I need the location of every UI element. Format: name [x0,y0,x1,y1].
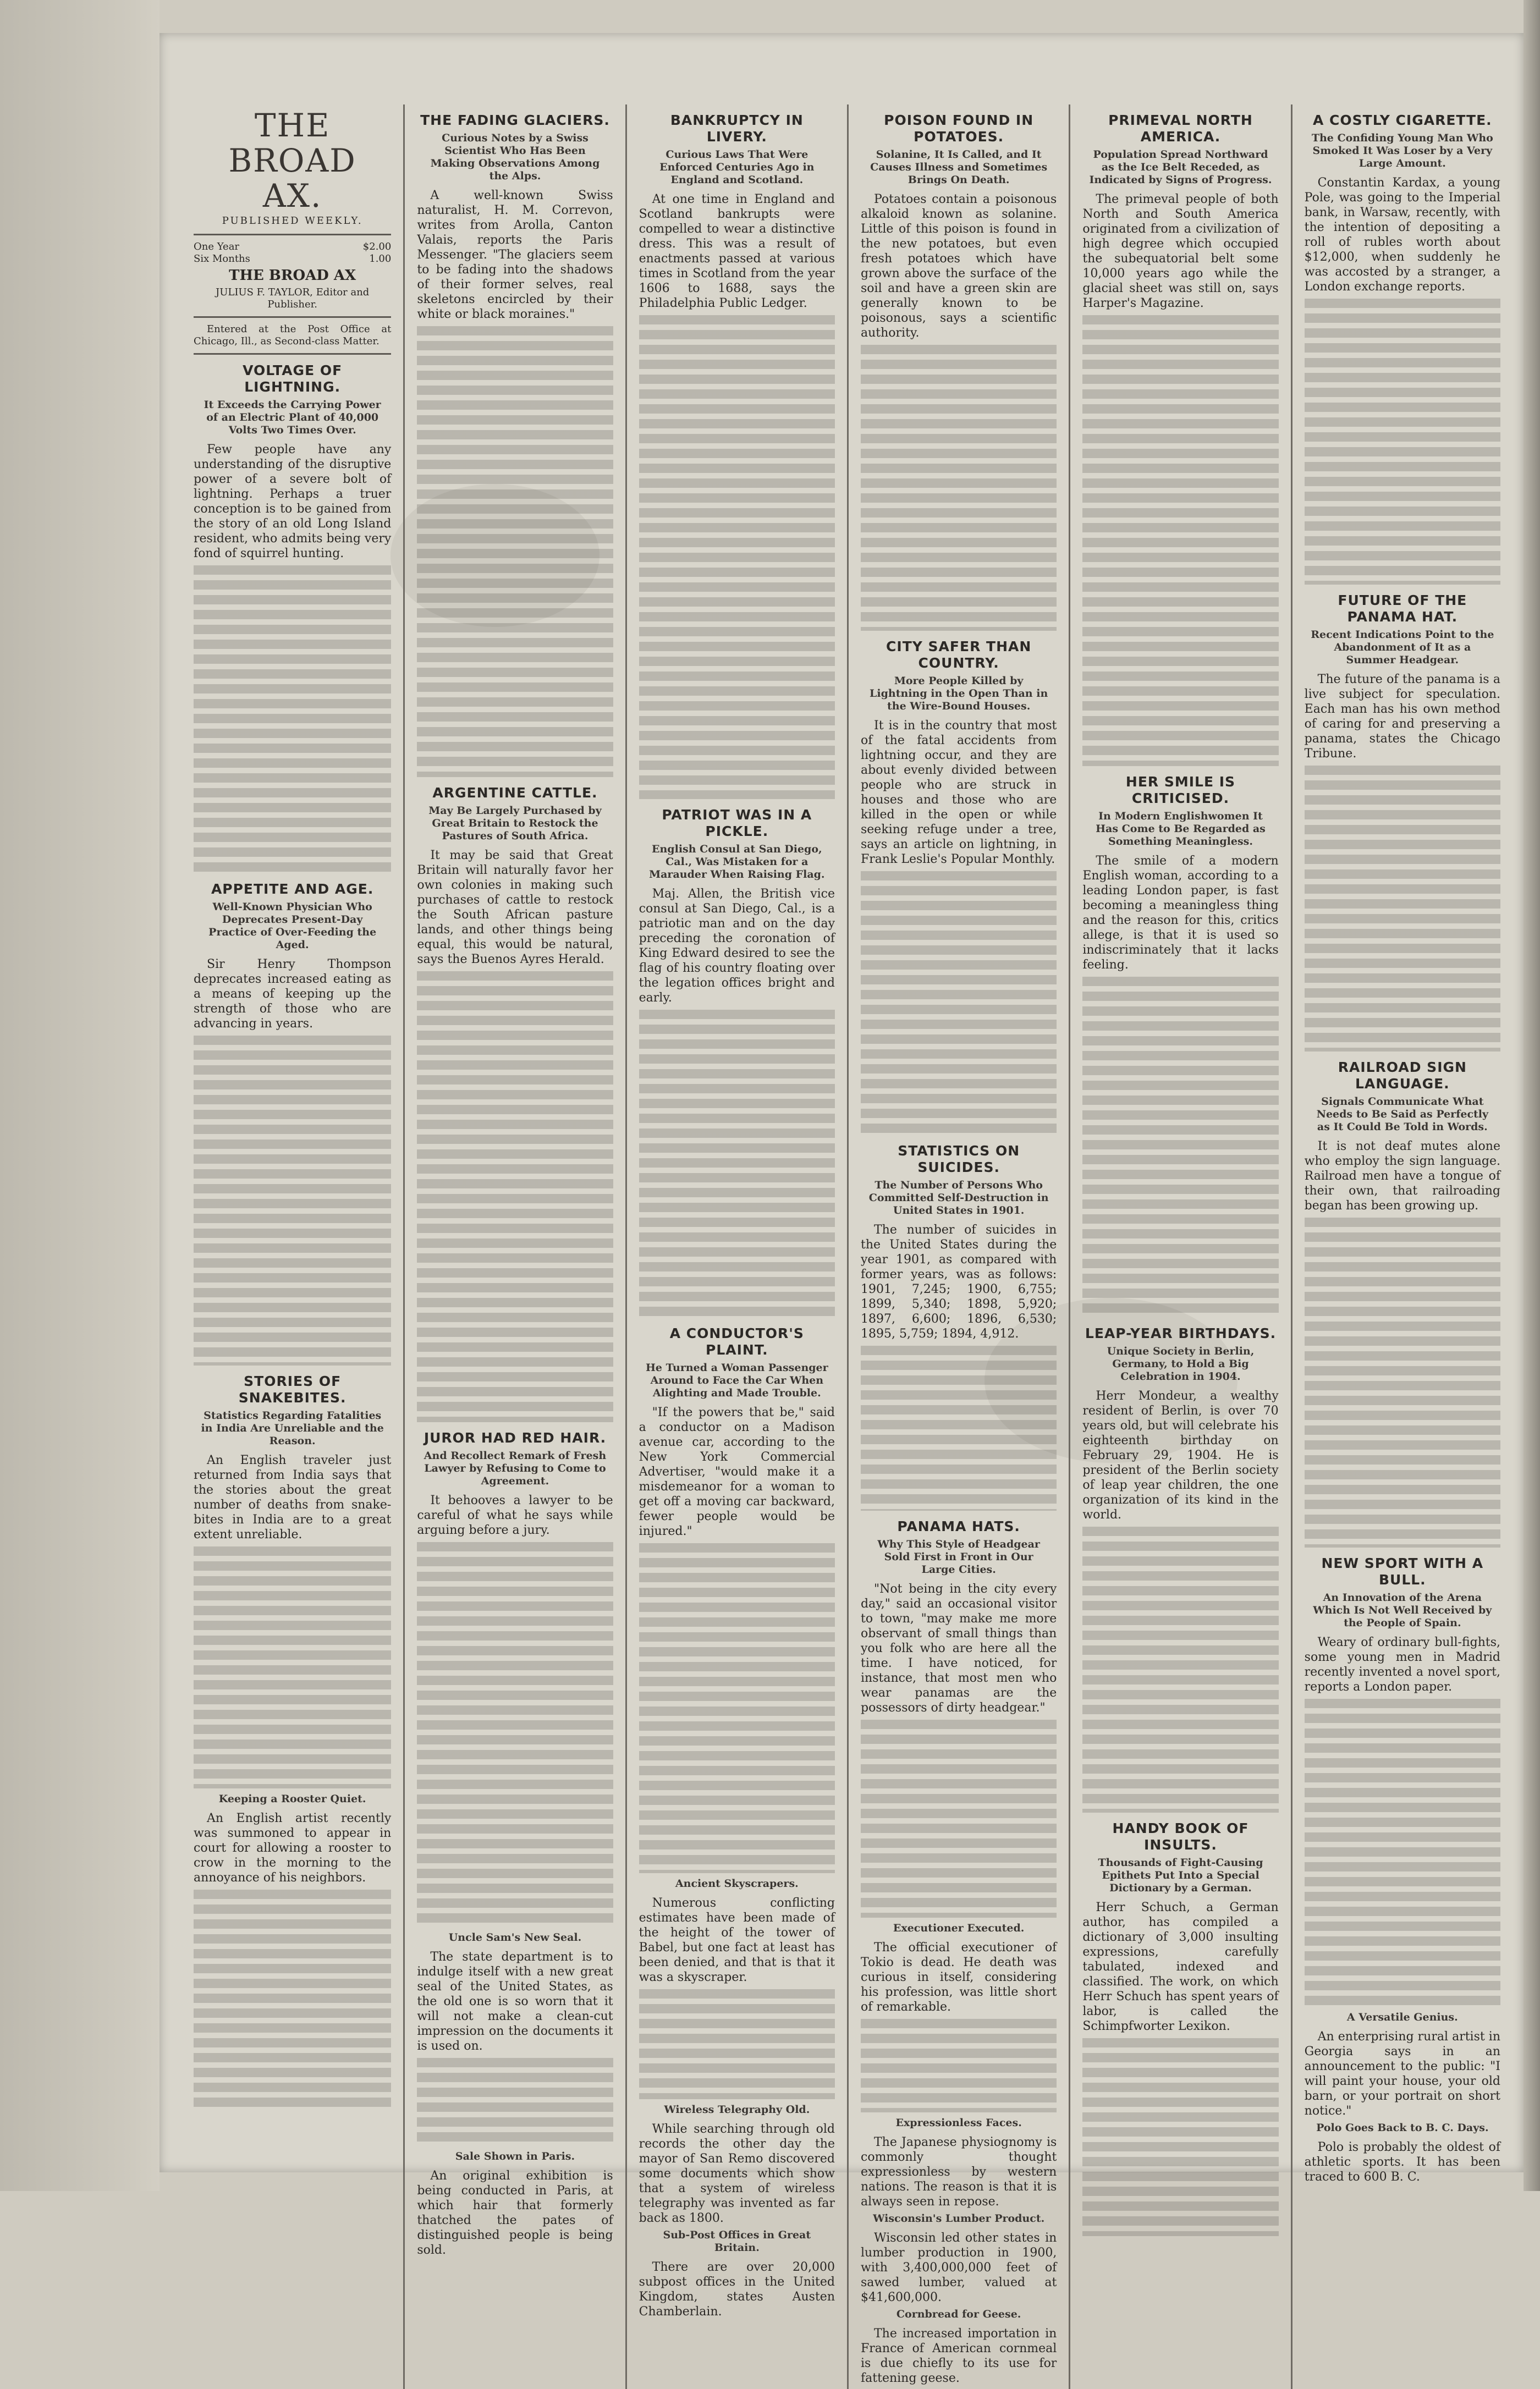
deck: And Recollect Remark of Fresh Lawyer by Refusing to Come to Agreement. [424,1450,607,1487]
article-body: At one time in England and Scotland bankrupts were compelled to wear a distinctive dress. This was a result of enactments passed at various times in Scotland from the year 1606 to 1688, says the Philadelphia Public Ledger. [639,192,835,310]
article-body: The primeval people of both North and South America originated from a civilization of high degree which occupied the subequatorial belt some 10,000 years ago while the glacial sheet was still on, says Harper's Magazine. [1082,192,1279,310]
headline: BANKRUPTCY IN LIVERY. [670,112,804,145]
headline: PRIMEVAL NORTH AMERICA. [1108,112,1253,145]
subheadline: Ancient Skyscrapers. [675,1878,799,1890]
subheadline: Expressionless Faces. [895,2117,1022,2129]
text-filler [417,326,613,777]
rates-row [194,253,391,265]
deck: Thousands of Fight-Causing Epithets Put Into a Special Dictionary by a German. [1098,1857,1263,1894]
article-body: An enterprising rural artist in Georgia says in an announcement to the public: "I will paint your house, your old barn, or your portrait on short notice." [1304,2030,1500,2118]
text-filler [417,2058,613,2146]
entry-note: Entered at the Post Office at Chicago, Ill., as Second-class Matter. [194,323,392,347]
text-filler [1082,1527,1278,1813]
article-body: Wisconsin led other states in lumber production in 1900, with 3,400,000,000 feet of sawed lumber, valued at $41,600,000. [861,2231,1057,2304]
headline: JUROR HAD RED HAIR. [424,1430,607,1446]
text-filler [194,1036,391,1366]
rate-label: Six Months [194,253,250,265]
divider [194,353,391,355]
rate-label: One Year [194,241,240,252]
column-1 [182,104,403,2389]
text-filler [194,565,391,873]
deck: Recent Indications Point to the Abandonment of It as a Summer Headgear. [1311,629,1494,666]
article-body: Weary of ordinary bull-fights, some young men in Madrid recently invented a novel sport, reports a London paper. [1304,1636,1500,1694]
article-body: The official executioner of Tokio is dead. He death was curious in itself, considering his profession, was little short of remarkable. [861,1941,1057,2014]
text-filler [417,1542,613,1927]
article-body: It behooves a lawyer to be careful of what he says while arguing before a jury. [417,1494,613,1537]
article-body: The number of suicides in the United States during the year 1901, as compared with former years, was as follows: 1901, 7,245; 1900, 6,755; 1899, 5,340; 1898, 5,920; 1897, 6,600; 1896, 6,530; 1895, 5,759; 1894, 4,912. [861,1223,1057,1341]
column-5 [1069,104,1290,2389]
article-body: It is in the country that most of the fatal accidents from lightning occur, and they are about evenly divided between people who are struck in houses and those who are killed in the open or while seeking refuge under a tree, says an article on lightning, in Frank Leslie's Popular Monthly. [861,719,1057,866]
text-filler [639,315,835,799]
scan-margin-left [0,0,160,2191]
text-filler [1082,977,1278,1318]
article-body: Numerous conflicting estimates have been made of the height of the tower of Babel, but one fact at least has been denied, and that is that it was a skyscraper. [639,1896,835,1984]
article-body: The increased importation in France of American cornmeal is due chiefly to its use for fattening geese. [861,2327,1057,2385]
rate-value: 1.00 [369,253,392,265]
article-body: While searching through old records the other day the mayor of San Remo discovered some documents which show that a system of wireless telegraphy was invented as far back as 1800. [639,2122,835,2225]
deck: In Modern Englishwomen It Has Come to Be Regarded as Something Meaningless. [1096,810,1266,847]
article-body: "Not being in the city every day," said an occasional visitor to town, "may make me more observant of small things than you folk who are here all the time. I have noticed, for instance, that most men who wear panamas are the possessors of dirty headgear." [861,1582,1057,1715]
text-filler [861,345,1057,631]
text-filler [861,1720,1057,1918]
column-4 [847,104,1069,2389]
deck: Why This Style of Headgear Sold First in Front in Our Large Cities. [877,1538,1040,1576]
deck: May Be Largely Purchased by Great Britain to Restock the Pastures of South Africa. [428,805,602,842]
subheadline: Uncle Sam's New Seal. [448,1931,582,1944]
masthead-title: THE BROAD AX. [228,107,356,214]
article-columns [182,104,1513,2385]
newspaper-page [160,33,1524,2385]
headline: THE FADING GLACIERS. [420,112,610,128]
deck: Solanine, It Is Called, and It Causes Illness and Sometimes Brings On Death. [870,148,1048,186]
headline: A CONDUCTOR'S PLAINT. [669,1325,804,1358]
article-body: A well-known Swiss naturalist, H. M. Correvon, writes from Arolla, Canton Valais, reports the Paris Messenger. "The glaciers seem to be fading into the shadows of their former selves, real skeletons encircled by their white or black moraines." [417,189,613,321]
deck: English Consul at San Diego, Cal., Was Mistaken for a Marauder When Raising Flag. [649,843,825,880]
column-2 [403,104,625,2389]
article-body: There are over 20,000 subpost offices in the United Kingdom, states Austen Chamberlain. [639,2260,835,2319]
article-body: The smile of a modern English woman, according to a leading London paper, is fast becoming a meaningless thing and the reason for this, critics allege, is that it is used so indiscriminately that it lacks feeling. [1082,854,1279,972]
headline: ARGENTINE CATTLE. [432,785,598,801]
article-body: Maj. Allen, the British vice consul at San Diego, Cal., is a patriotic man and on the day preceding the coronation of King Edward desired to see the flag of his country floating over the legation offices bright and early. [639,887,835,1005]
text-filler [861,1346,1057,1511]
text-filler [639,1989,835,2099]
deck: Curious Notes by a Swiss Scientist Who Has Been Making Observations Among the Alps. [430,132,600,182]
column-3 [625,104,847,2389]
text-filler [861,871,1057,1135]
headline: VOLTAGE OF LIGHTNING. [243,362,343,395]
headline: HER SMILE IS CRITICISED. [1125,774,1236,806]
deck: It Exceeds the Carrying Power of an Electric Plant of 40,000 Volts Two Times Over. [204,399,381,436]
subheadline: Sale Shown in Paris. [455,2150,575,2162]
rates-row [194,241,391,253]
headline: A COSTLY CIGARETTE. [1313,112,1492,128]
scan-margin-right [1524,0,1540,2191]
article-body: An original exhibition is being conducted in Paris, at which hair that formerly thatched the pates of distinguished people is being sold. [417,2169,613,2257]
text-filler [639,1010,835,1318]
paper-name: THE BROAD AX [229,267,356,284]
subheadline: Keeping a Rooster Quiet. [218,1793,366,1805]
deck: An Innovation of the Arena Which Is Not Well Received by the People of Spain. [1313,1592,1492,1629]
publisher-line: JULIUS F. TAYLOR, Editor and Publisher. [215,287,370,310]
headline: STATISTICS ON SUICIDES. [898,1143,1020,1175]
subheadline: Wisconsin's Lumber Product. [873,2212,1045,2225]
article-body: An English artist recently was summoned to appear in court for allowing a rooster to crow in the morning to the annoyance of his neighbors. [194,1812,392,1885]
article-body: It may be said that Great Britain will naturally favor her own colonies in making such purchases of cattle to restock the South African pasture lands, and other things being equal, this would be natural, says the Buenos Ayres Herald. [417,849,613,966]
article-body: It is not deaf mutes alone who employ the sign language. Railroad men have a tongue of their own, that railroading began has been growing up. [1304,1140,1500,1213]
subheadline: Cornbread for Geese. [896,2308,1021,2320]
deck: The Confiding Young Man Who Smoked It Was Loser by a Very Large Amount. [1311,132,1493,169]
deck: More People Killed by Lightning in the Open Than in the Wire-Bound Houses. [870,675,1048,712]
article-body: The Japanese physiognomy is commonly thought expressionless by western nations. The reason is that it is always seen in repose. [861,2135,1057,2209]
deck: The Number of Persons Who Committed Self-Destruction in United States in 1901. [868,1179,1049,1216]
text-filler [1082,315,1278,766]
article-body: Polo is probably the oldest of athletic sports. It has been traced to 600 B. C. [1304,2140,1500,2184]
text-filler [417,971,613,1422]
text-filler [639,1543,835,1873]
rate-value: $2.00 [362,241,392,252]
subheadline: Wireless Telegraphy Old. [664,2104,810,2116]
deck: Curious Laws That Were Enforced Centuries Ago in England and Scotland. [659,148,815,186]
divider [194,234,391,235]
subheadline: A Versatile Genius. [1346,2011,1458,2023]
headline: APPETITE AND AGE. [211,881,374,897]
article-body: "If the powers that be," said a conductor on a Madison avenue car, according to the New York Commercial Advertiser, "would make it a misdemeanor for a woman to get off a moving car backward, fewer people would be injured." [639,1406,835,1538]
headline: RAILROAD SIGN LANGUAGE. [1338,1059,1467,1092]
article-body: Few people have any understanding of the disruptive power of a severe bolt of lightning. Perhaps a truer conception is to be gained from the story of an old Long Island resident, who admits being very fond of squirrel hunting. [194,443,392,560]
article-body: The state department is to indulge itself with a new great seal of the United States, as the old one is so worn that it will not make a clean-cut impression on the documents it is used on. [417,1950,613,2053]
text-filler [1305,766,1500,1052]
article-body: Herr Mondeur, a wealthy resident of Berlin, is over 70 years old, but will celebrate his eighteenth birthday on February 29, 1904. He is president of the Berlin society of leap year children, the one organization of its kind in the world. [1082,1389,1279,1522]
headline: PANAMA HATS. [897,1518,1020,1534]
deck: Population Spread Northward as the Ice Belt Receded, as Indicated by Signs of Progress. [1089,148,1272,186]
headline: CITY SAFER THAN COUNTRY. [886,638,1032,671]
deck: Statistics Regarding Fatalities in India Are Unreliable and the Reason. [201,1410,384,1447]
masthead-subtitle: PUBLISHED WEEKLY. [222,215,363,227]
article-body: Potatoes contain a poisonous alkaloid known as solanine. Little of this poison is found in the new potatoes, but even fresh potatoes which have grown above the surface of the soil and have a green skin are generally known to be poisonous, says a scientific authority. [861,192,1057,340]
text-filler [194,1890,391,2110]
headline: POISON FOUND IN POTATOES. [884,112,1034,145]
subheadline: Sub-Post Offices in Great Britain. [663,2229,811,2254]
deck: Signals Communicate What Needs to Be Said as Perfectly as It Could Be Told in Words. [1316,1096,1489,1133]
article-body: Herr Schuch, a German author, has compiled a dictionary of 3,000 insulting expressions, carefully tabulated, indexed and classified. The work, on which Herr Schuch has spent years of labor, is called the Schimpfworter Lexikon. [1082,1901,1279,2033]
headline: NEW SPORT WITH A BULL. [1321,1555,1484,1588]
headline: HANDY BOOK OF INSULTS. [1112,1820,1249,1853]
headline: PATRIOT WAS IN A PICKLE. [662,807,812,839]
text-filler [1305,299,1500,585]
headline: FUTURE OF THE PANAMA HAT. [1338,592,1467,625]
text-filler [1305,1699,1500,2007]
text-filler [1082,2038,1278,2236]
deck: Well-Known Physician Who Deprecates Present-Day Practice of Over-Feeding the Aged. [208,901,377,951]
article-body: The future of the panama is a live subject for speculation. Each man has his own method of caring for and preserving a panama, states the Chicago Tribune. [1304,673,1500,761]
deck: He Turned a Woman Passenger Around to Face the Car When Alighting and Made Trouble. [645,1362,828,1399]
subheadline: Executioner Executed. [893,1922,1025,1934]
article-body: Constantin Kardax, a young Pole, was going to the Imperial bank, in Warsaw, recently, with the intention of depositing a roll of rubles worth about $12,000, when suddenly he was accosted by a stranger, a London exchange reports. [1304,176,1500,294]
article-body: An English traveler just returned from India says that the stories about the great number of deaths from snake-bites in India are to a great extent unreliable. [194,1454,392,1542]
divider [194,316,391,318]
text-filler [1305,1218,1500,1548]
headline: LEAP-YEAR BIRTHDAYS. [1085,1325,1277,1341]
column-6 [1291,104,1513,2389]
article-body: Sir Henry Thompson deprecates increased eating as a means of keeping up the strength of those who are advancing in years. [194,957,392,1031]
headline: STORIES OF SNAKEBITES. [238,1373,346,1406]
text-filler [861,2019,1057,2112]
text-filler [194,1546,391,1788]
deck: Unique Society in Berlin, Germany, to Hold a Big Celebration in 1904. [1107,1345,1255,1383]
subheadline: Polo Goes Back to B. C. Days. [1316,2122,1489,2134]
